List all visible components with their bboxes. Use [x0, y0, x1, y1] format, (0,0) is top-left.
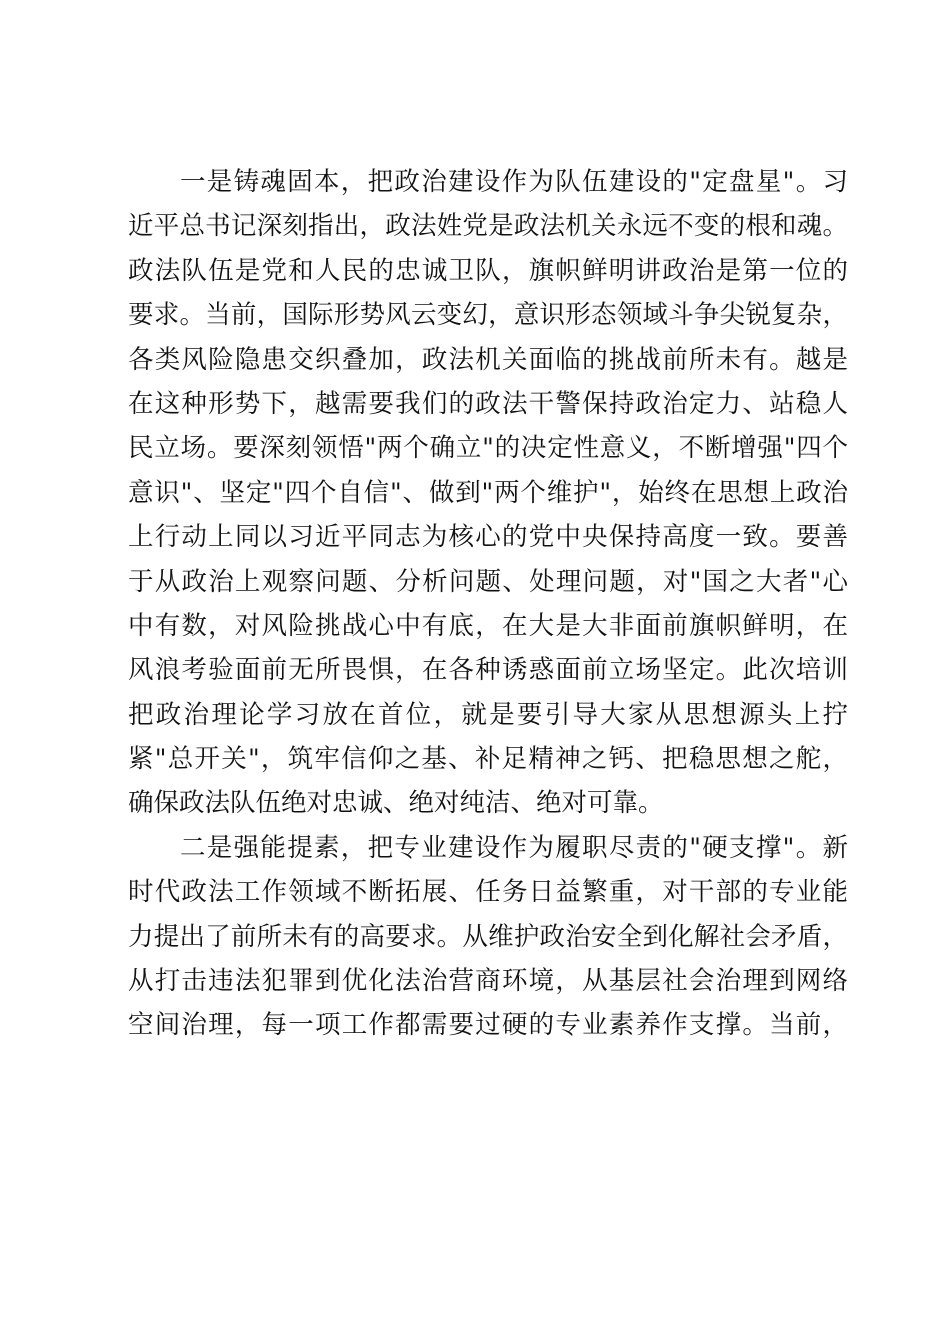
- document-body: [128, 160, 848, 1048]
- text-line: 把政治理论学习放在首位，就是要引导大家从思想源头上拧: [128, 699, 848, 730]
- text-line: 各类风险隐患交织叠加，政法机关面临的挑战前所未有。越是: [128, 344, 848, 375]
- text-line: 风浪考验面前无所畏惧，在各种诱惑面前立场坚定。此次培训: [128, 655, 848, 686]
- text-line: 力提出了前所未有的高要求。从维护政治安全到化解社会矛盾，: [128, 921, 848, 952]
- text-line: 于从政治上观察问题、分析问题、处理问题，对"国之大者"心: [128, 566, 848, 597]
- text-line: 意识"、坚定"四个自信"、做到"两个维护"，始终在思想上政治: [128, 477, 848, 508]
- text-line: 空间治理，每一项工作都需要过硬的专业素养作支撑。当前，: [128, 1010, 848, 1041]
- text-line: 紧"总开关"，筑牢信仰之基、补足精神之钙、把稳思想之舵，: [128, 744, 848, 775]
- text-line: 中有数，对风险挑战心中有底，在大是大非面前旗帜鲜明，在: [128, 610, 848, 641]
- text-line: 政法队伍是党和人民的忠诚卫队，旗帜鲜明讲政治是第一位的: [128, 255, 848, 286]
- text-line: 时代政法工作领域不断拓展、任务日益繁重，对干部的专业能: [128, 877, 848, 908]
- paragraph-professional-building: [128, 826, 848, 1048]
- text-line: 二是强能提素，把专业建设作为履职尽责的"硬支撑"。新: [180, 832, 848, 863]
- text-line: 近平总书记深刻指出，政法姓党是政法机关永远不变的根和魂。: [128, 211, 848, 242]
- paragraph-political-building: [128, 160, 848, 826]
- text-line: 确保政法队伍绝对忠诚、绝对纯洁、绝对可靠。: [128, 788, 664, 819]
- text-line: 在这种形势下，越需要我们的政法干警保持政治定力、站稳人: [128, 388, 848, 419]
- text-line: 民立场。要深刻领悟"两个确立"的决定性意义，不断增强"四个: [128, 433, 848, 464]
- text-line: 从打击违法犯罪到优化法治营商环境，从基层社会治理到网络: [128, 966, 848, 997]
- text-line: 上行动上同以习近平同志为核心的党中央保持高度一致。要善: [128, 522, 848, 553]
- text-line: 要求。当前，国际形势风云变幻，意识形态领域斗争尖锐复杂，: [128, 300, 848, 331]
- text-line: 一是铸魂固本，把政治建设作为队伍建设的"定盘星"。习: [180, 167, 848, 197]
